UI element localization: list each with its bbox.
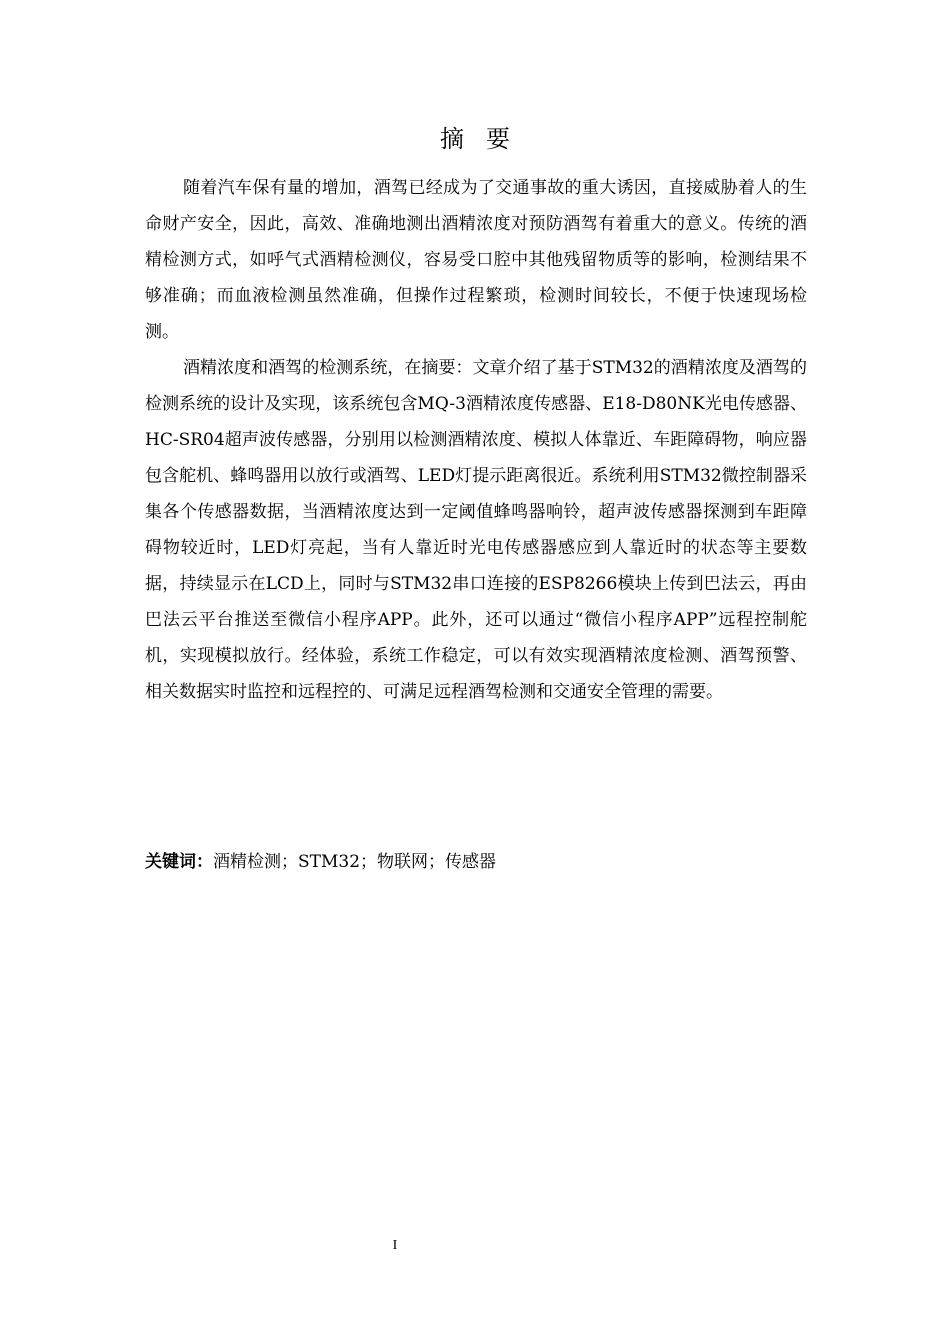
- keywords-label: 关键词：: [145, 852, 213, 872]
- page-number: I: [392, 1238, 398, 1253]
- abstract-paragraph-2: 酒精浓度和酒驾的检测系统，在摘要：文章介绍了基于STM32的酒精浓度及酒驾的检测系统的设计及实现，该系统包含MQ-3酒精浓度传感器、E18-D80NK光电传感器、HC-SR04超声波传感器，分别用以检测酒精浓度、模拟人体靠近、车距障碍物，响应器包含舵机、蜂鸣器用以放行或酒驾、LED灯提示距离很近。系统利用STM32微控制器采集各个传感器数据，当酒精浓度达到一定阈值蜂鸣器响铃，超声波传感器探测到车距障碍物较近时，LED灯亮起，当有人靠近时光电传感器感应到人靠近时的状态等主要数据，持续显示在LCD上，同时与STM32串口连接的ESP8266模块上传到巴法云，再由巴法云平台推送至微信小程序APP。此外，还可以通过“微信小程序APP”远程控制舵机，实现模拟放行。经体验，系统工作稳定，可以有效实现酒精浓度检测、酒驾预警、相关数据实时监控和远程控的、可满足远程酒驾检测和交通安全管理的需要。: [145, 358, 807, 702]
- abstract-paragraph-1: 随着汽车保有量的增加，酒驾已经成为了交通事故的重大诱因，直接威胁着人的生命财产安全，因此，高效、准确地测出酒精浓度对预防酒驾有着重大的意义。传统的酒精检测方式，如呼气式酒精检测仪，容易受口腔中其他残留物质等的影响，检测结果不够准确；而血液检测虽然准确，但操作过程繁琐，检测时间较长，不便于快速现场检测。: [145, 178, 807, 342]
- abstract-title: 摘要: [440, 125, 532, 153]
- keywords-line: [145, 844, 807, 880]
- abstract-body: [145, 170, 807, 710]
- keywords-value: 酒精检测；STM32；物联网；传感器: [213, 852, 497, 872]
